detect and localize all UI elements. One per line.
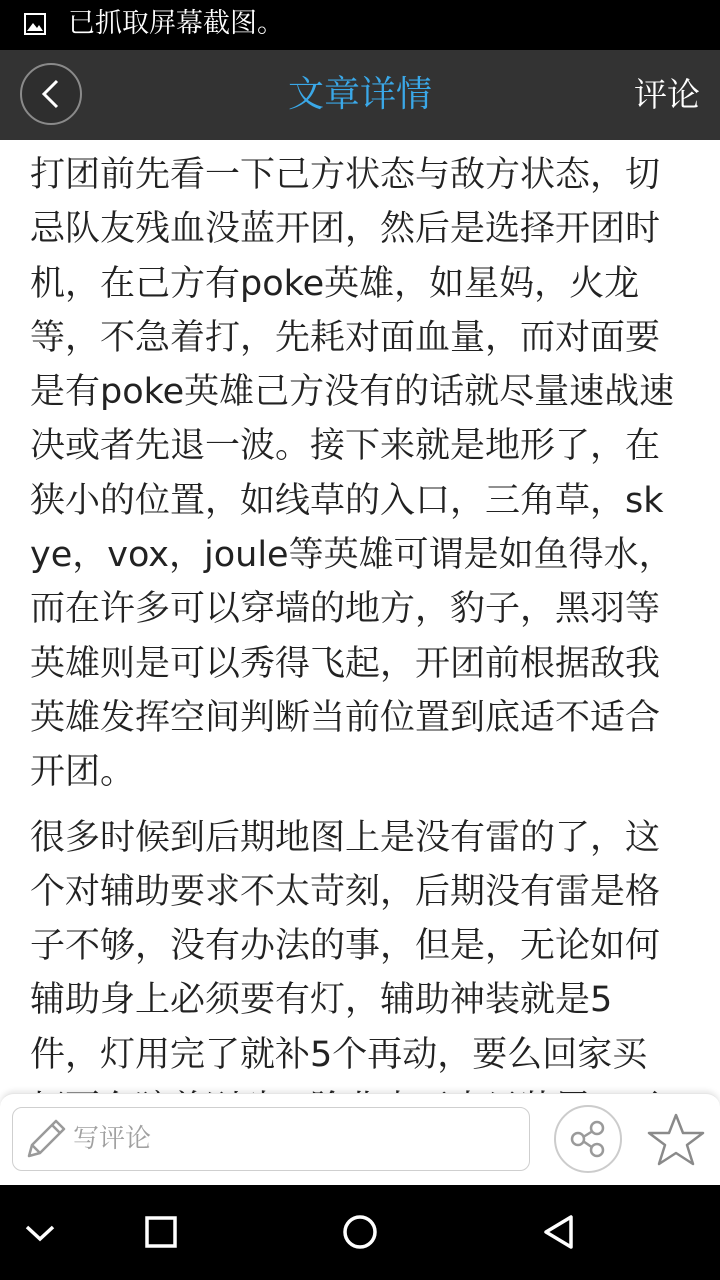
comment-button[interactable]: 评论 (634, 75, 700, 114)
chevron-down-icon[interactable] (17, 1209, 63, 1255)
star-icon[interactable] (645, 1112, 707, 1168)
triangle-back-icon[interactable] (537, 1209, 583, 1255)
share-icon (556, 1107, 620, 1171)
page-title: 文章详情 (287, 74, 432, 115)
navigation-bar (0, 1185, 720, 1280)
comment-placeholder: 写评论 (73, 1124, 152, 1154)
article-paragraph-1: 打团前先看一下己方状态与敌方状态，切忌队友残血没蓝开团，然后是选择开团时机，在己方有poke英雄，如星妈，火龙等，不急着打，先耗对面血量，而对面要是有poke英雄己方没有的话就尽量速战速决或者先退一波。接下来就是地形了，在狭小的位置，如线草的入口，三角草，skye，vox，joule等英雄可谓是如鱼得水，而在许多可以穿墙的地方，豹子，黑羽等英雄则是可以秀得飞起，开团前根据敌我英雄发挥空间判断当前位置到底适不适合开团。 (30, 155, 675, 793)
pencil-icon (23, 1116, 71, 1162)
chevron-left-icon (22, 65, 80, 123)
screenshot-notification-text: 已抓取屏幕截图。 (68, 8, 284, 39)
status-bar (0, 0, 720, 50)
article-paragraph-2: 很多时候到后期地图上是没有雷的了，这个对辅助要求不太苛刻，后期没有雷是格子不够，没有办法的事，但是，无论如何辅助身上必须要有灯，辅助神装就是5件，灯用完了就补5个再动，要么回家买 (30, 817, 661, 1075)
header (0, 50, 720, 140)
share-button[interactable] (554, 1105, 622, 1173)
comment-bar (0, 1093, 720, 1186)
square-icon[interactable] (138, 1209, 184, 1255)
back-button[interactable] (20, 63, 82, 125)
image-icon (24, 13, 46, 35)
comment-input[interactable] (12, 1107, 530, 1171)
article-content (0, 140, 720, 1095)
circle-icon[interactable] (337, 1209, 383, 1255)
